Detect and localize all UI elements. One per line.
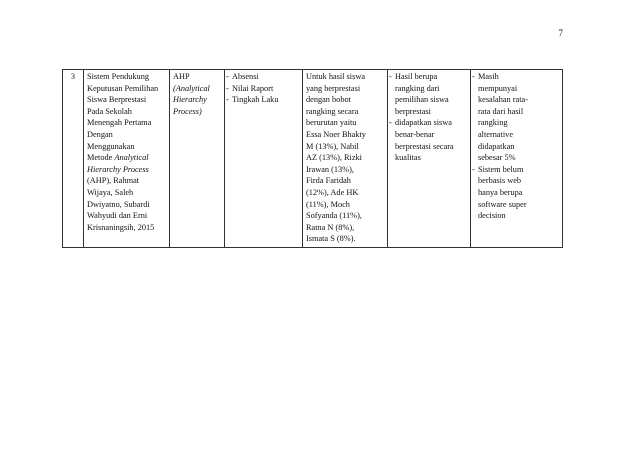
- title-line: [87, 94, 166, 106]
- title-line: [87, 141, 166, 153]
- result-line: Irawan (13%),: [306, 164, 354, 174]
- dash-mark: -: [389, 118, 392, 128]
- result-line: yang berprestasi: [306, 83, 361, 93]
- advantages-cell: [388, 70, 471, 248]
- advantage-item-line: didapatkan siswa: [395, 118, 452, 128]
- variable-item: [228, 94, 299, 106]
- dash-mark: -: [226, 72, 229, 81]
- variable-item: [228, 71, 299, 83]
- dash-mark: -: [226, 83, 229, 93]
- result-line: rangking secara: [306, 106, 359, 116]
- weakness-item-line: software super: [478, 199, 527, 209]
- title-line: [87, 164, 166, 176]
- title-line: [87, 187, 166, 199]
- weakness-item-line: berbasis web: [478, 176, 522, 186]
- method-line: (Analytical: [173, 83, 210, 93]
- result-line: dengan bobot: [306, 95, 351, 105]
- advantage-item-line: rangking dari: [395, 83, 440, 93]
- title-line: [87, 152, 166, 164]
- weakness-item-line: Sistem belum: [478, 164, 524, 174]
- title-line-text: Pada Sekolah: [87, 106, 132, 116]
- table-row: [63, 70, 563, 248]
- title-line: [87, 71, 166, 83]
- title-line: [87, 129, 166, 141]
- title-line-text: Wijaya, Saleh: [87, 187, 134, 197]
- result-line: (11%), Moch: [306, 199, 350, 209]
- variables-list: [228, 71, 299, 106]
- result-line: Essa Noer Bhakty: [306, 129, 366, 139]
- title-line: [87, 210, 166, 222]
- weakness-item-line: rata dari hasil: [478, 106, 524, 116]
- title-line: [87, 117, 166, 129]
- advantage-item-line: berprestasi secara: [395, 141, 454, 151]
- title-line: [87, 83, 166, 95]
- result-line: Ismata S (8%).: [306, 234, 356, 244]
- title-line: [87, 222, 166, 234]
- result-cell: [303, 70, 388, 248]
- result-line: Sofyanda (11%),: [306, 211, 362, 221]
- title-author-cell: [84, 70, 170, 248]
- result-line: berurutan yaitu: [306, 118, 357, 128]
- result-line: AZ (13%), Rizki: [306, 153, 362, 163]
- weakness-item-line: sebesar 5%: [478, 153, 516, 163]
- variable-text: Absensi: [232, 72, 259, 81]
- title-line-text: Siswa Berprestasi: [87, 95, 147, 105]
- weakness-item-line: didapatkan: [478, 141, 515, 151]
- weakness-item-line: alternative: [478, 129, 514, 139]
- result-line: Ratna N (8%),: [306, 222, 355, 232]
- weakness-item: [474, 164, 559, 222]
- result-line: Firda Faridah: [306, 176, 351, 186]
- advantage-item-line: pemilihan siswa: [395, 95, 449, 105]
- title-line-text: Sistem Pendukung: [87, 72, 149, 81]
- method-cell: [170, 70, 225, 248]
- method-line: Hierarchy: [173, 95, 207, 105]
- title-line: [87, 199, 166, 211]
- title-line-text: Wahyudi dan Erni: [87, 211, 148, 221]
- result-line: (12%), Ade HK: [306, 187, 359, 197]
- advantage-item-line: berprestasi: [395, 106, 431, 116]
- weakness-item-line: mempunyai: [478, 83, 518, 93]
- row-number: 3: [70, 72, 76, 81]
- weakness-item: [474, 71, 559, 164]
- result-lines: [306, 71, 384, 245]
- title-lines: [87, 71, 166, 233]
- dash-mark: -: [472, 164, 475, 174]
- result-line: M (13%), Nabil: [306, 141, 359, 151]
- advantage-item-line: kualitas: [395, 153, 421, 163]
- title-line-text: Metode: [87, 153, 113, 163]
- weakness-item-line: rangking: [478, 118, 508, 128]
- title-line-text: Menengah Pertama: [87, 118, 152, 128]
- method-lines: [173, 71, 221, 117]
- dash-mark: -: [226, 95, 229, 105]
- weakness-item-line: hanya berupa: [478, 187, 523, 197]
- weaknesses-list: [474, 71, 559, 222]
- variables-cell: [225, 70, 303, 248]
- advantage-item-line: Hasil berupa: [395, 72, 438, 81]
- weakness-item-line: Masih: [478, 72, 499, 81]
- variable-text: Tingkah Laku: [232, 95, 279, 105]
- title-line-text: Krisnaningsih, 2015: [87, 222, 155, 232]
- weaknesses-cell: [471, 70, 563, 248]
- title-line-suffix: Analytical: [114, 153, 149, 163]
- title-line-text: (AHP), Rahmat: [87, 176, 140, 186]
- weakness-item-line: decision: [478, 211, 506, 221]
- weakness-item-line: kesalahan rata-: [478, 95, 528, 105]
- variable-item: [228, 83, 299, 95]
- title-line-text: Dengan: [87, 129, 113, 139]
- title-line: [87, 106, 166, 118]
- result-line: Untuk hasil siswa: [306, 72, 365, 81]
- advantages-list: [391, 71, 467, 164]
- title-line-text: Dwiyatno, Subardi: [87, 199, 150, 209]
- advantage-item: [391, 117, 467, 163]
- literature-table: [62, 69, 563, 248]
- row-number-cell: [63, 70, 84, 248]
- advantage-item: [391, 71, 467, 117]
- method-line: AHP: [173, 72, 190, 81]
- page-number: 7: [558, 28, 563, 38]
- title-line-text: Hierarchy Process: [87, 164, 149, 174]
- title-line-text: Keputusan Pemilihan: [87, 83, 159, 93]
- dash-mark: -: [389, 72, 392, 81]
- variable-text: Nilai Raport: [232, 83, 274, 93]
- title-line: [87, 175, 166, 187]
- method-line: Process): [173, 106, 202, 116]
- title-line-text: Menggunakan: [87, 141, 135, 151]
- dash-mark: -: [472, 72, 475, 81]
- advantage-item-line: benar-benar: [395, 129, 435, 139]
